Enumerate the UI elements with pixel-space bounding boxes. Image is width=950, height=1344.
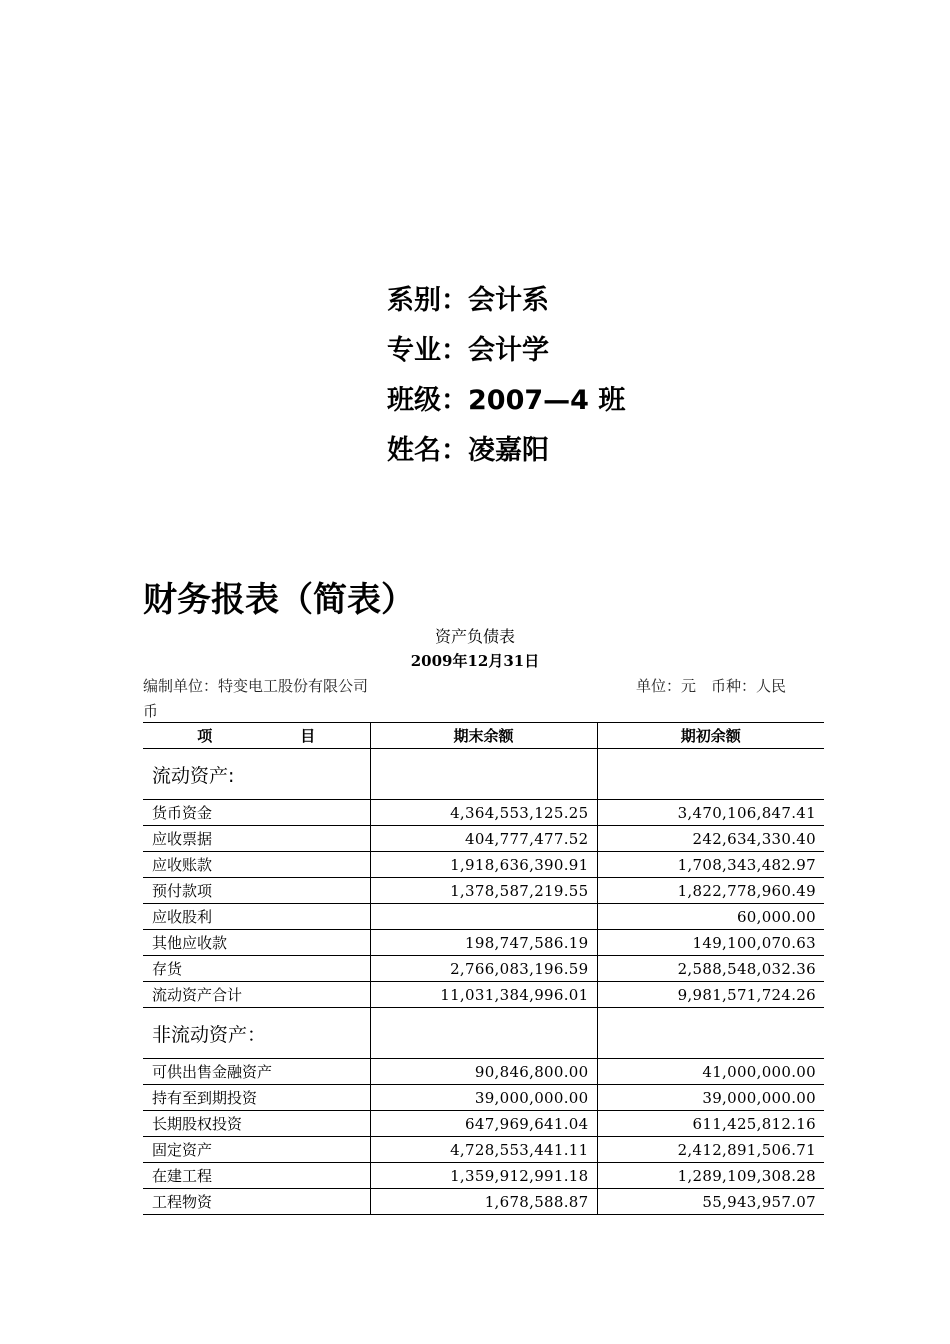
- empty-cell: [370, 1008, 597, 1059]
- row-begin-balance: 242,634,330.40: [597, 826, 824, 852]
- class-label: 班级：: [387, 385, 468, 416]
- row-begin-balance: 55,943,957.07: [597, 1189, 824, 1215]
- table-row: [143, 1085, 824, 1111]
- student-info: [387, 282, 625, 482]
- row-item: 在建工程: [143, 1163, 370, 1189]
- row-begin-balance: 41,000,000.00: [597, 1059, 824, 1085]
- company-name: 编制单位：特变电工股份有限公司: [143, 677, 369, 695]
- row-end-balance: 1,918,636,390.91: [370, 852, 597, 878]
- major-value: 会计学: [468, 335, 549, 366]
- row-begin-balance: 39,000,000.00: [597, 1085, 824, 1111]
- row-begin-balance: 60,000.00: [597, 904, 824, 930]
- row-item: 其他应收款: [143, 930, 370, 956]
- row-end-balance: [370, 904, 597, 930]
- table-row: [143, 904, 824, 930]
- row-begin-balance: 1,289,109,308.28: [597, 1163, 824, 1189]
- table-row-total: [143, 982, 824, 1008]
- unit-currency-wrap: 币: [143, 702, 159, 720]
- department-label: 系别：: [387, 285, 468, 316]
- row-begin-balance: 611,425,812.16: [597, 1111, 824, 1137]
- row-item: 可供出售金融资产: [143, 1059, 370, 1085]
- table-row: [143, 1189, 824, 1215]
- table-row: [143, 800, 824, 826]
- row-end-balance: 4,728,553,441.11: [370, 1137, 597, 1163]
- row-begin-balance: 149,100,070.63: [597, 930, 824, 956]
- row-item: 应收票据: [143, 826, 370, 852]
- row-end-balance: 404,777,477.52: [370, 826, 597, 852]
- header-end-balance: 期末余额: [370, 723, 597, 749]
- info-line-department: [387, 282, 625, 332]
- row-item: 应收股利: [143, 904, 370, 930]
- row-end-balance: 90,846,800.00: [370, 1059, 597, 1085]
- table-row: [143, 1059, 824, 1085]
- row-end-balance: 1,359,912,991.18: [370, 1163, 597, 1189]
- header-item-left: 项: [197, 727, 213, 745]
- table-row: [143, 1137, 824, 1163]
- row-item: 工程物资: [143, 1189, 370, 1215]
- row-end-balance: 39,000,000.00: [370, 1085, 597, 1111]
- empty-cell: [597, 1008, 824, 1059]
- major-label: 专业：: [387, 335, 468, 366]
- table-row: [143, 1163, 824, 1189]
- row-end-balance: 4,364,553,125.25: [370, 800, 597, 826]
- table-header-row: [143, 723, 824, 749]
- class-value: 2007—4 班: [468, 385, 626, 416]
- row-begin-balance: 2,588,548,032.36: [597, 956, 824, 982]
- row-end-balance: 1,678,588.87: [370, 1189, 597, 1215]
- row-end-balance: 11,031,384,996.01: [370, 982, 597, 1008]
- table-row: [143, 852, 824, 878]
- report-title: 财务报表（简表）: [143, 580, 415, 620]
- info-line-name: [387, 432, 625, 482]
- row-begin-balance: 3,470,106,847.41: [597, 800, 824, 826]
- row-item: 流动资产合计: [143, 982, 370, 1008]
- row-end-balance: 198,747,586.19: [370, 930, 597, 956]
- info-line-class: [387, 382, 625, 432]
- section-row-noncurrent-assets: [143, 1008, 824, 1059]
- table-row: [143, 826, 824, 852]
- row-end-balance: 2,766,083,196.59: [370, 956, 597, 982]
- unit-currency: 单位：元 币种：人民: [636, 677, 787, 695]
- table-row: [143, 878, 824, 904]
- row-item: 固定资产: [143, 1137, 370, 1163]
- sheet-date: 2009年12月31日: [410, 652, 540, 670]
- empty-cell: [597, 749, 824, 800]
- name-value: 凌嘉阳: [468, 435, 549, 466]
- row-begin-balance: 2,412,891,506.71: [597, 1137, 824, 1163]
- department-value: 会计系: [468, 285, 549, 316]
- row-end-balance: 1,378,587,219.55: [370, 878, 597, 904]
- empty-cell: [370, 749, 597, 800]
- header-begin-balance: 期初余额: [597, 723, 824, 749]
- row-item: 货币资金: [143, 800, 370, 826]
- balance-sheet-table: [143, 722, 824, 1215]
- row-begin-balance: 9,981,571,724.26: [597, 982, 824, 1008]
- row-item: 应收账款: [143, 852, 370, 878]
- header-item-right: 目: [300, 727, 316, 745]
- row-item: 持有至到期投资: [143, 1085, 370, 1111]
- section-row-current-assets: [143, 749, 824, 800]
- row-item: 存货: [143, 956, 370, 982]
- header-item: [143, 723, 370, 749]
- row-begin-balance: 1,708,343,482.97: [597, 852, 824, 878]
- table-row: [143, 1111, 824, 1137]
- table-row: [143, 930, 824, 956]
- name-label: 姓名：: [387, 435, 468, 466]
- section-title: 流动资产:: [143, 749, 370, 800]
- row-begin-balance: 1,822,778,960.49: [597, 878, 824, 904]
- row-end-balance: 647,969,641.04: [370, 1111, 597, 1137]
- info-line-major: [387, 332, 625, 382]
- sheet-title: 资产负债表: [434, 627, 515, 646]
- row-item: 预付款项: [143, 878, 370, 904]
- row-item: 长期股权投资: [143, 1111, 370, 1137]
- table-row: [143, 956, 824, 982]
- section-title: 非流动资产：: [143, 1008, 370, 1059]
